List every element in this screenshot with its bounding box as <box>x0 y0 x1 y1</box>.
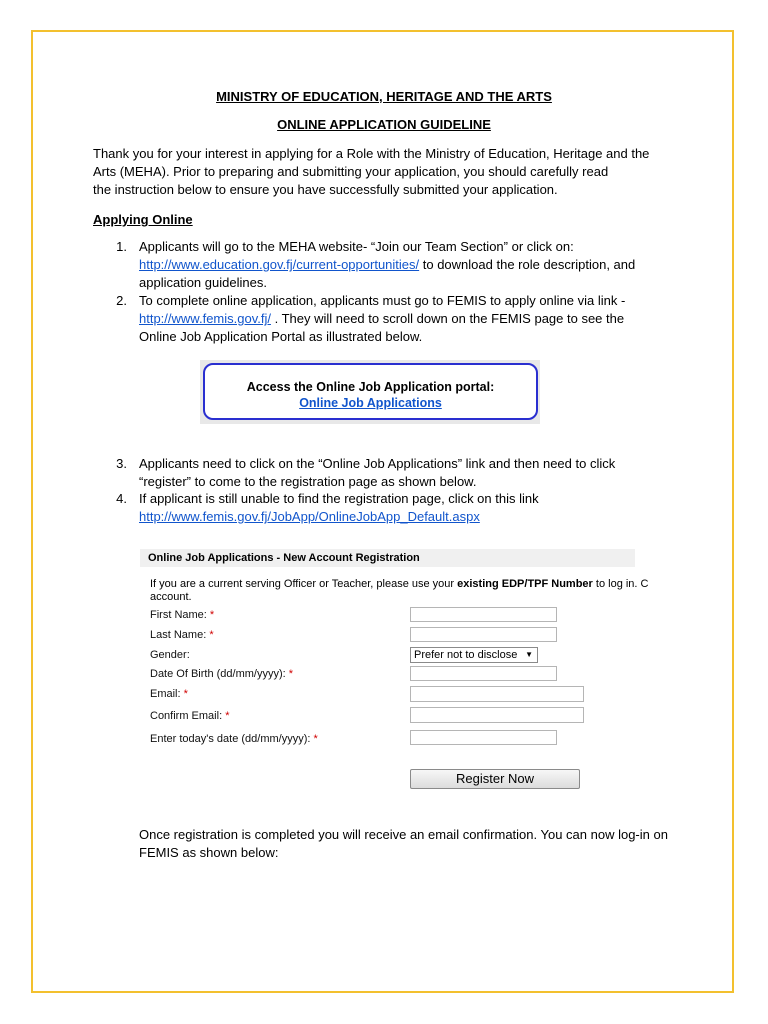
dob-label: Date Of Birth (dd/mm/yyyy): * <box>150 668 294 680</box>
form-intro-bold: existing EDP/TPF Number <box>457 578 593 590</box>
form-intro-pre: If you are a current serving Officer or Teacher, please use your <box>150 578 458 590</box>
registration-form-intro-line-2: account. <box>150 591 192 603</box>
step-3-line-2: “register” to come to the registration page as shown below. <box>139 474 477 489</box>
step-1-line-1: Applicants will go to the MEHA website- “Join our Team Section” or click on: <box>139 239 574 254</box>
portal-heading: Access the Online Job Application portal: <box>246 380 495 394</box>
femis-link[interactable]: http://www.femis.gov.fj/ <box>139 311 271 326</box>
step-1-line-2 <box>139 256 635 274</box>
gender-label: Gender: <box>150 649 190 661</box>
intro-line-1: Thank you for your interest in applying for a Role with the Ministry of Education, Heritage and the <box>93 146 650 161</box>
confirm-email-label: Confirm Email: * <box>150 710 230 722</box>
register-now-button[interactable]: Register Now <box>410 769 580 789</box>
dob-input[interactable] <box>410 666 557 681</box>
step-4-number: 4. <box>116 491 127 506</box>
closing-line-2: FEMIS as shown below: <box>139 845 279 860</box>
ministry-title: MINISTRY OF EDUCATION, HERITAGE AND THE ARTS <box>216 89 552 104</box>
guideline-title: ONLINE APPLICATION GUIDELINE <box>277 117 491 132</box>
step-2-line-3: Online Job Application Portal as illustrated below. <box>139 329 423 344</box>
step-1-line-3: application guidelines. <box>139 275 267 290</box>
step-3-line-1: Applicants need to click on the “Online Job Applications” link and then need to click <box>139 456 616 471</box>
online-job-applications-link[interactable]: Online Job Applications <box>299 396 442 410</box>
registration-form-header: Online Job Applications - New Account Registration <box>140 549 635 567</box>
applying-online-heading: Applying Online <box>93 212 193 227</box>
intro-line-2: Arts (MEHA). Prior to preparing and submitting your application, you should carefully read <box>93 164 609 179</box>
step-2-after-link: . They will need to scroll down on the FEMIS page to see the <box>270 311 625 326</box>
confirm-email-input[interactable] <box>410 707 584 723</box>
registration-form-intro <box>150 578 649 591</box>
closing-line-1: Once registration is completed you will receive an email confirmation. You can now log-in on <box>139 827 668 842</box>
last-name-input[interactable] <box>410 627 557 642</box>
gender-select[interactable]: Prefer not to disclose ▼ <box>410 647 538 663</box>
email-label: Email: * <box>150 688 188 700</box>
step-4-line-1: If applicant is still unable to find the registration page, click on this link <box>139 491 539 506</box>
email-input[interactable] <box>410 686 584 702</box>
step-1-after-link: to download the role description, and <box>419 257 636 272</box>
step-2-line-2 <box>139 310 624 328</box>
first-name-input[interactable] <box>410 607 557 622</box>
portal-box <box>203 363 538 420</box>
registration-page-link[interactable]: http://www.femis.gov.fj/JobApp/OnlineJobApp_Default.aspx <box>139 509 480 524</box>
last-name-label: Last Name: * <box>150 629 214 641</box>
todays-date-label: Enter today's date (dd/mm/yyyy): * <box>150 733 318 745</box>
form-intro-post: to log in. C <box>592 578 649 590</box>
intro-line-3: the instruction below to ensure you have successfully submitted your application. <box>93 182 558 197</box>
first-name-label: First Name: * <box>150 609 215 621</box>
step-3-number: 3. <box>116 456 127 471</box>
step-1-number: 1. <box>116 239 127 254</box>
dropdown-arrow-icon: ▼ <box>525 650 533 659</box>
step-2-number: 2. <box>116 293 127 308</box>
todays-date-input[interactable] <box>410 730 557 745</box>
meha-opportunities-link[interactable]: http://www.education.gov.fj/current-opportunities/ <box>139 257 420 272</box>
step-2-line-1: To complete online application, applicants must go to FEMIS to apply online via link - <box>139 293 626 308</box>
